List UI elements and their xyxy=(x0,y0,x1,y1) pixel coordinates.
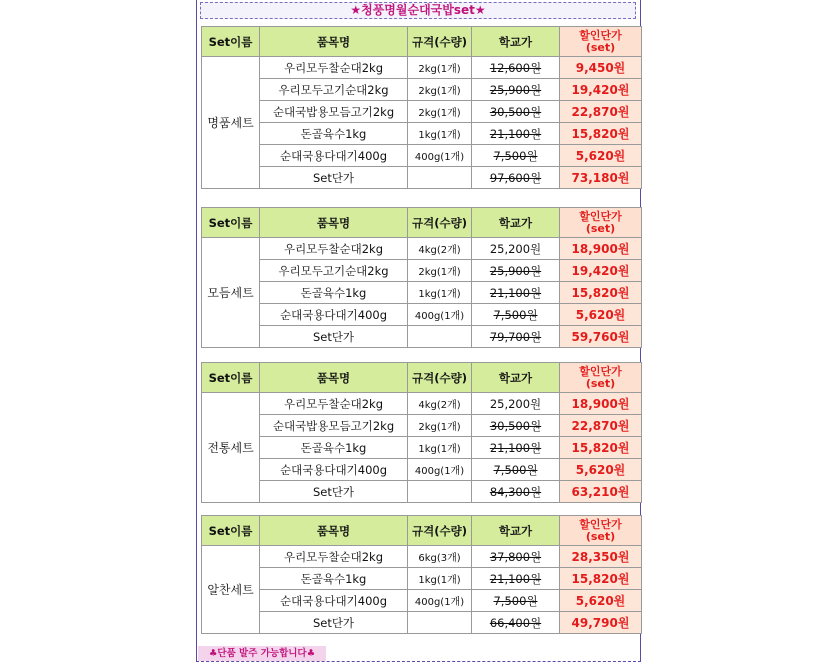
page-title: ★청풍명월순대국밥set★ xyxy=(200,2,636,19)
discount-price: 5,620원 xyxy=(560,145,642,167)
item-name: 우리모두찰순대2kg xyxy=(260,238,408,260)
table-row xyxy=(202,415,642,437)
header-set-name: Set이름 xyxy=(202,27,260,57)
table-header-row xyxy=(202,516,642,546)
table-header-row xyxy=(202,208,642,238)
header-discount-line2: (set) xyxy=(585,376,616,390)
item-spec: 2kg(1개) xyxy=(408,79,472,101)
set-total-price: 97,600원 xyxy=(472,167,560,189)
header-school-price: 학교가 xyxy=(472,208,560,238)
set-total-price: 66,400원 xyxy=(472,612,560,634)
school-price: 12,600원 xyxy=(472,57,560,79)
header-set-name: Set이름 xyxy=(202,208,260,238)
set-total-label: Set단가 xyxy=(260,481,408,503)
item-name: 순대국용다대기400g xyxy=(260,459,408,481)
item-spec: 4kg(2개) xyxy=(408,393,472,415)
header-spec: 규격(수량) xyxy=(408,516,472,546)
set-name: 명품세트 xyxy=(202,57,260,189)
set-total-price: 79,700원 xyxy=(472,326,560,348)
header-discount-price xyxy=(560,363,642,393)
set-total-price: 84,300원 xyxy=(472,481,560,503)
header-discount-line2: (set) xyxy=(585,40,616,54)
header-spec: 규격(수량) xyxy=(408,208,472,238)
set-total-row xyxy=(202,481,642,503)
set-total-label: Set단가 xyxy=(260,326,408,348)
set-total-row xyxy=(202,612,642,634)
set-total-discount: 63,210원 xyxy=(560,481,642,503)
discount-price: 19,420원 xyxy=(560,79,642,101)
school-price: 7,500원 xyxy=(472,304,560,326)
item-spec: 2kg(1개) xyxy=(408,415,472,437)
header-discount-price xyxy=(560,27,642,57)
item-name: 돈골육수1kg xyxy=(260,437,408,459)
table-row xyxy=(202,145,642,167)
header-school-price: 학교가 xyxy=(472,516,560,546)
header-discount-line1: 할인단가 xyxy=(579,517,622,531)
table-row xyxy=(202,304,642,326)
table-row xyxy=(202,590,642,612)
header-discount-line1: 할인단가 xyxy=(579,364,622,378)
item-spec: 1kg(1개) xyxy=(408,282,472,304)
item-name: 돈골육수1kg xyxy=(260,282,408,304)
item-spec: 400g(1개) xyxy=(408,459,472,481)
header-spec: 규격(수량) xyxy=(408,27,472,57)
discount-price: 15,820원 xyxy=(560,437,642,459)
item-spec: 1kg(1개) xyxy=(408,568,472,590)
item-name: 순대국용다대기400g xyxy=(260,590,408,612)
school-price: 7,500원 xyxy=(472,145,560,167)
discount-price: 15,820원 xyxy=(560,282,642,304)
school-price: 37,800원 xyxy=(472,546,560,568)
item-name: 순대국용다대기400g xyxy=(260,145,408,167)
discount-price: 15,820원 xyxy=(560,123,642,145)
header-discount-line2: (set) xyxy=(585,529,616,543)
header-item: 품목명 xyxy=(260,363,408,393)
school-price: 30,500원 xyxy=(472,101,560,123)
item-spec: 1kg(1개) xyxy=(408,123,472,145)
item-name: 돈골육수1kg xyxy=(260,568,408,590)
item-name: 우리모두찰순대2kg xyxy=(260,57,408,79)
header-item: 품목명 xyxy=(260,516,408,546)
discount-price: 22,870원 xyxy=(560,101,642,123)
header-set-name: Set이름 xyxy=(202,363,260,393)
footer-note: ♣단품 발주 가능합니다♣ xyxy=(198,646,326,661)
item-spec: 2kg(1개) xyxy=(408,101,472,123)
table-row xyxy=(202,238,642,260)
school-price: 30,500원 xyxy=(472,415,560,437)
table-row xyxy=(202,437,642,459)
discount-price: 22,870원 xyxy=(560,415,642,437)
table-row xyxy=(202,393,642,415)
header-discount-line2: (set) xyxy=(585,221,616,235)
discount-price: 18,900원 xyxy=(560,238,642,260)
school-price: 21,100원 xyxy=(472,568,560,590)
set-total-discount: 49,790원 xyxy=(560,612,642,634)
school-price: 21,100원 xyxy=(472,282,560,304)
set-total-discount: 73,180원 xyxy=(560,167,642,189)
discount-price: 9,450원 xyxy=(560,57,642,79)
set-table xyxy=(201,515,642,634)
school-price: 25,900원 xyxy=(472,79,560,101)
item-spec: 6kg(3개) xyxy=(408,546,472,568)
set-total-label: Set단가 xyxy=(260,167,408,189)
header-discount-price xyxy=(560,208,642,238)
header-spec: 규격(수량) xyxy=(408,363,472,393)
set-table xyxy=(201,207,642,348)
school-price: 7,500원 xyxy=(472,590,560,612)
school-price: 25,200원 xyxy=(472,393,560,415)
discount-price: 18,900원 xyxy=(560,393,642,415)
table-row xyxy=(202,459,642,481)
item-spec: 400g(1개) xyxy=(408,145,472,167)
discount-price: 15,820원 xyxy=(560,568,642,590)
school-price: 7,500원 xyxy=(472,459,560,481)
set-total-spec xyxy=(408,612,472,634)
item-spec: 400g(1개) xyxy=(408,590,472,612)
school-price: 21,100원 xyxy=(472,437,560,459)
item-spec: 2kg(1개) xyxy=(408,260,472,282)
item-name: 순대국밥용모듬고기2kg xyxy=(260,101,408,123)
header-school-price: 학교가 xyxy=(472,27,560,57)
table-row xyxy=(202,260,642,282)
item-name: 우리모두찰순대2kg xyxy=(260,546,408,568)
set-name: 모듬세트 xyxy=(202,238,260,348)
header-discount-price xyxy=(560,516,642,546)
discount-price: 19,420원 xyxy=(560,260,642,282)
discount-price: 5,620원 xyxy=(560,590,642,612)
discount-price: 5,620원 xyxy=(560,459,642,481)
set-table xyxy=(201,26,642,189)
school-price: 25,900원 xyxy=(472,260,560,282)
set-total-spec xyxy=(408,481,472,503)
item-name: 돈골육수1kg xyxy=(260,123,408,145)
set-total-discount: 59,760원 xyxy=(560,326,642,348)
set-table xyxy=(201,362,642,503)
school-price: 21,100원 xyxy=(472,123,560,145)
discount-price: 28,350원 xyxy=(560,546,642,568)
header-item: 품목명 xyxy=(260,208,408,238)
item-name: 순대국밥용모듬고기2kg xyxy=(260,415,408,437)
set-total-label: Set단가 xyxy=(260,612,408,634)
header-discount-line1: 할인단가 xyxy=(579,28,622,42)
set-total-spec xyxy=(408,326,472,348)
item-spec: 1kg(1개) xyxy=(408,437,472,459)
table-row xyxy=(202,282,642,304)
header-discount-line1: 할인단가 xyxy=(579,209,622,223)
set-total-spec xyxy=(408,167,472,189)
set-name: 알찬세트 xyxy=(202,546,260,634)
set-total-row xyxy=(202,167,642,189)
table-header-row xyxy=(202,27,642,57)
item-name: 우리모두고기순대2kg xyxy=(260,79,408,101)
item-spec: 400g(1개) xyxy=(408,304,472,326)
table-row xyxy=(202,123,642,145)
header-set-name: Set이름 xyxy=(202,516,260,546)
item-name: 우리모두고기순대2kg xyxy=(260,260,408,282)
table-row xyxy=(202,546,642,568)
set-name: 전통세트 xyxy=(202,393,260,503)
table-row xyxy=(202,101,642,123)
header-item: 품목명 xyxy=(260,27,408,57)
item-name: 우리모두찰순대2kg xyxy=(260,393,408,415)
table-row xyxy=(202,57,642,79)
item-spec: 2kg(1개) xyxy=(408,57,472,79)
school-price: 25,200원 xyxy=(472,238,560,260)
header-school-price: 학교가 xyxy=(472,363,560,393)
discount-price: 5,620원 xyxy=(560,304,642,326)
set-total-row xyxy=(202,326,642,348)
item-spec: 4kg(2개) xyxy=(408,238,472,260)
table-row xyxy=(202,568,642,590)
table-row xyxy=(202,79,642,101)
item-name: 순대국용다대기400g xyxy=(260,304,408,326)
table-header-row xyxy=(202,363,642,393)
